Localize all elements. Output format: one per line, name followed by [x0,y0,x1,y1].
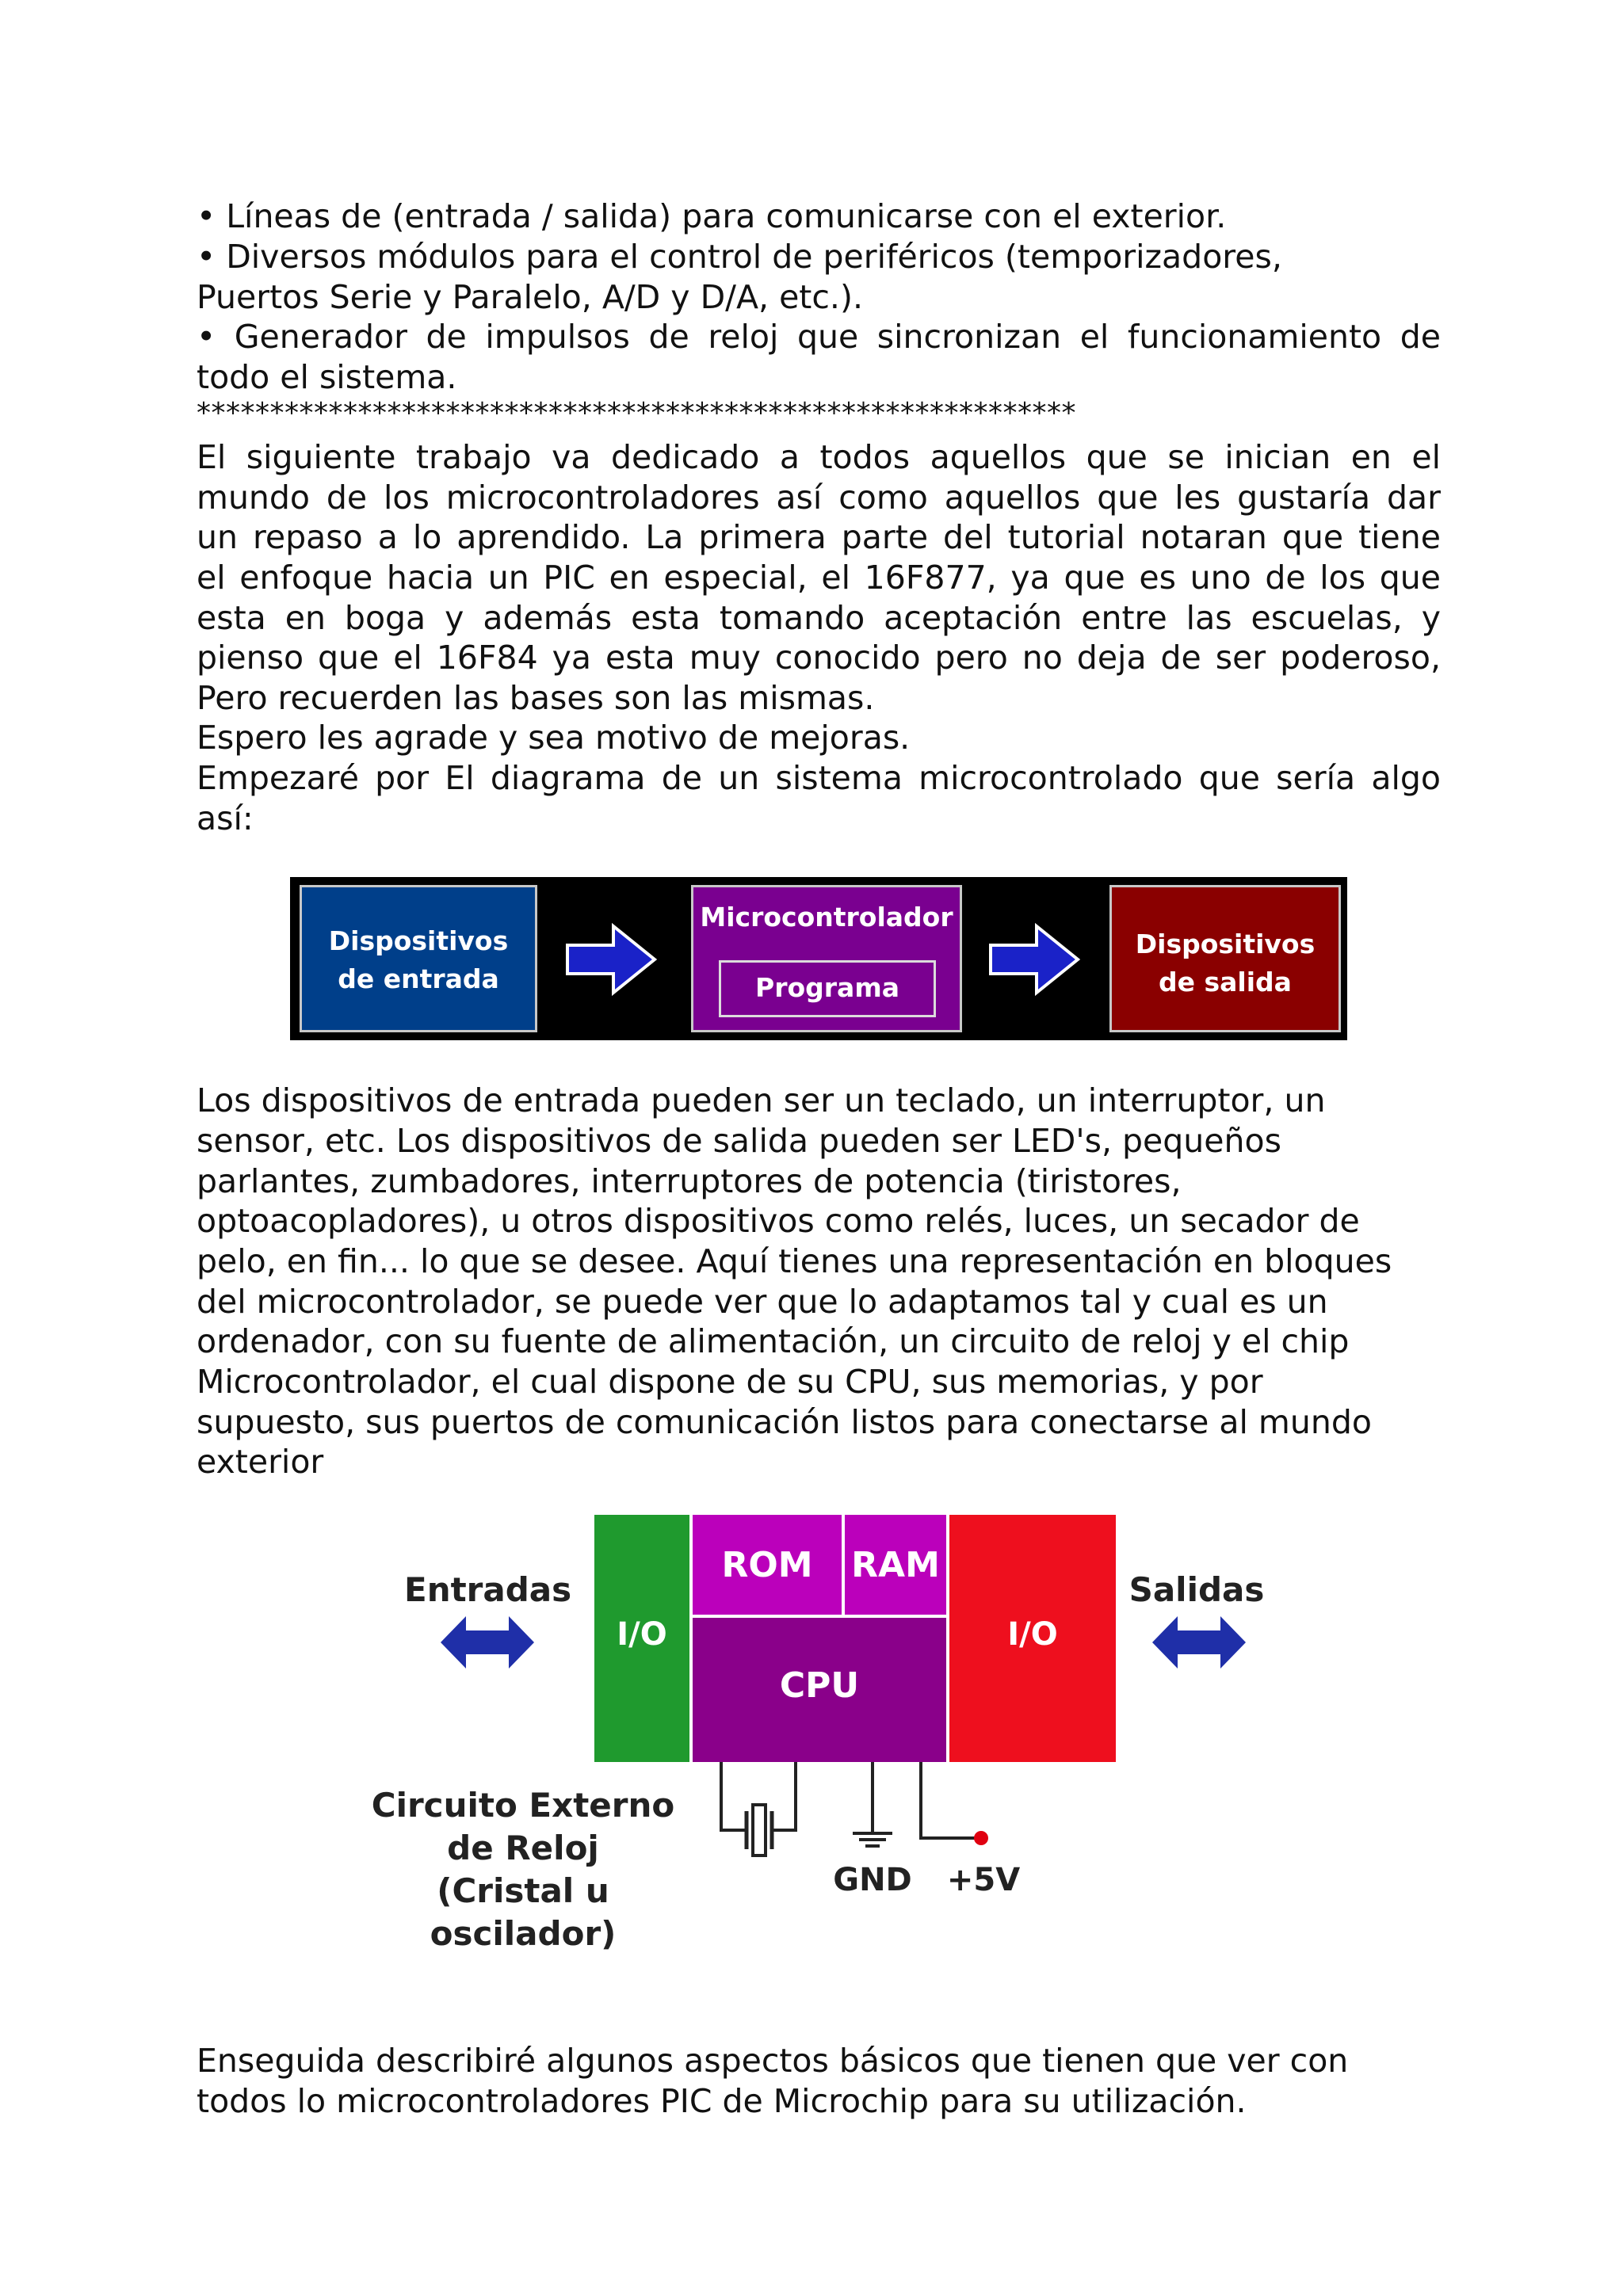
separator: ************************************************************ [197,397,1076,429]
devices-line: ordenador, con su fuente de alimentación, un circuito de reloj y el chip [197,1322,1350,1360]
closing-line: Enseguida describiré algunos aspectos básicos que tienen que ver con [197,2042,1349,2080]
intro-line: esta en boga y además esta tomando aceptación entre las escuelas, y [197,599,1441,637]
io-right-block [949,1515,1116,1762]
devices-line: exterior [197,1443,324,1481]
crystal-oscillator-icon [713,1762,816,1881]
output-devices-label-1: Dispositivos [1135,929,1316,959]
system-diagram [290,877,1347,1040]
program-label: Programa [755,972,899,1003]
intro-line: Empezaré por El diagrama de un sistema microcontrolado que sería algo [197,759,1441,797]
io-left-label: I/O [617,1616,667,1653]
ground-icon [845,1762,900,1849]
cpu-label: CPU [779,1665,860,1706]
devices-line: sensor, etc. Los dispositivos de salida pueden ser LED's, pequeños [197,1122,1281,1160]
output-devices-label-2: de salida [1159,967,1292,997]
intro-line: pienso que el 16F84 ya esta muy conocido pero no deja de ser poderoso, [197,639,1441,677]
devices-line: Los dispositivos de entrada pueden ser un teclado, un interruptor, un [197,1081,1326,1119]
devices-line: pelo, en fin... lo que se desee. Aquí tienes una representación en bloques [197,1242,1392,1280]
gnd-label: GND [833,1862,912,1898]
bullet-clock-cont: todo el sistema. [197,358,457,396]
arrow-right-icon [564,921,659,997]
intro-line: Pero recuerden las bases son las mismas. [197,679,875,717]
entradas-label: Entradas [404,1570,572,1609]
salidas-label: Salidas [1128,1570,1265,1609]
input-devices-block [300,885,537,1032]
bullet-peripherals-cont: Puertos Serie y Paralelo, A/D y D/A, etc.). [197,278,863,316]
vcc-label: +5V [946,1862,1021,1898]
devices-line: supuesto, sus puertos de comunicación listos para conectarse al mundo [197,1403,1372,1441]
rom-label: ROM [721,1545,813,1585]
cpu-block [693,1618,946,1762]
intro-line: Espero les agrade y sea motivo de mejoras. [197,719,911,757]
input-devices-label-2: de entrada [338,963,499,994]
devices-line: del microcontrolador, se puede ver que lo adaptamos tal y cual es un [197,1283,1328,1321]
devices-line: optoacopladores), u otros dispositivos como relés, luces, un secador de [197,1202,1360,1240]
rom-block [693,1515,842,1615]
devices-line: Microcontrolador, el cual dispone de su CPU, sus memorias, y por [197,1363,1263,1401]
ram-label: RAM [851,1545,940,1585]
bidirectional-arrow-icon [439,1611,536,1673]
ram-block [845,1515,946,1615]
output-devices-block [1109,885,1341,1032]
microcontroller-label: Microcontrolador [700,902,953,933]
bullet-clock: • Generador de impulsos de reloj que sincronizan el funcionamiento de [197,318,1441,356]
clock-circuit-line-3: (Cristal u oscilador) [430,1871,617,1953]
arrow-right-icon [987,921,1083,997]
bullet-io-lines: • Líneas de (entrada / salida) para comunicarse con el exterior. [197,197,1227,235]
bullet-peripherals: • Diversos módulos para el control de periféricos (temporizadores, [197,238,1282,276]
io-left-block [594,1515,689,1762]
bidirectional-arrow-icon [1151,1611,1247,1673]
power-supply-icon [916,1762,995,1849]
intro-line: un repaso a lo aprendido. La primera parte del tutorial notaran que tiene [197,518,1441,556]
clock-circuit-line-2: de Reloj [447,1829,599,1867]
input-devices-label-1: Dispositivos [328,925,509,956]
io-right-label: I/O [1007,1616,1058,1653]
program-box [719,960,936,1017]
intro-line: así: [197,799,254,837]
microcontroller-block [691,885,962,1032]
clock-circuit-line-1: Circuito Externo [371,1786,675,1825]
clock-circuit-label [349,1784,697,1955]
intro-line: El siguiente trabajo va dedicado a todos aquellos que se inician en el [197,438,1441,476]
closing-line: todos lo microcontroladores PIC de Microchip para su utilización. [197,2082,1247,2120]
intro-line: el enfoque hacia un PIC en especial, el 16F877, ya que es uno de los que [197,559,1441,597]
intro-line: mundo de los microcontroladores así como aquellos que les gustaría dar [197,479,1441,517]
microcontroller-block-diagram [349,1505,1300,1953]
devices-line: parlantes, zumbadores, interruptores de potencia (tiristores, [197,1162,1182,1200]
